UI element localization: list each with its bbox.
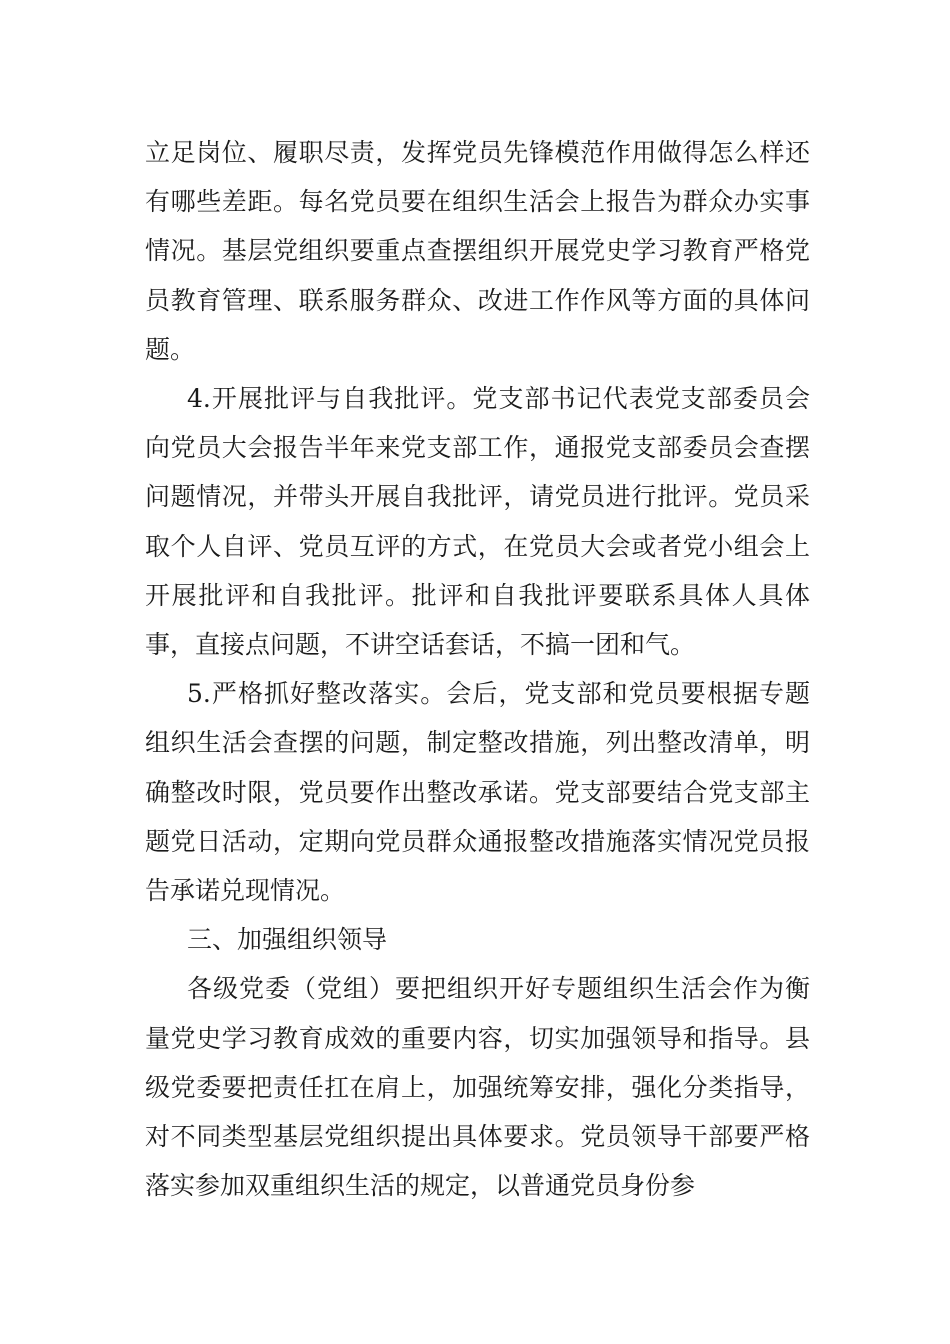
document-body xyxy=(145,128,810,1210)
paragraph-intro-continued: 立足岗位、履职尽责，发挥党员先锋模范作用做得怎么样还有哪些差距。每名党员要在组织生活会上报告为群众办实事情况。基层党组织要重点查摆组织开展党史学习教育严格党员教育管理、联系服务群众、改进工作作风等方面的具体问题。 xyxy=(145,138,810,364)
section-heading-leadership: 三、加强组织领导 xyxy=(187,925,388,955)
paragraph-leadership: 各级党委（党组）要把组织开好专题组织生活会作为衡量党史学习教育成效的重要内容，切实加强领导和指导。县级党委要把责任扛在肩上，加强统筹安排，强化分类指导，对不同类型基层党组织提出具体要求。党员领导干部要严格落实参加双重组织生活的规定，以普通党员身份参 xyxy=(145,974,810,1201)
paragraph-criticism: 4.开展批评与自我批评。党支部书记代表党支部委员会向党员大会报告半年来党支部工作，通报党支部委员会查摆问题情况，并带头开展自我批评，请党员进行批评。党员采取个人自评、党员互评的方式，在党员大会或者党小组会上开展批评和自我批评。批评和自我批评要联系具体人具体事，直接点问题，不讲空话套话，不搞一团和气。 xyxy=(145,384,810,660)
paragraph-rectification: 5.严格抓好整改落实。会后，党支部和党员要根据专题组织生活会查摆的问题，制定整改措施，列出整改清单，明确整改时限，党员要作出整改承诺。党支部要结合党支部主题党日活动，定期向党员群众通报整改措施落实情况党员报告承诺兑现情况。 xyxy=(145,679,810,906)
